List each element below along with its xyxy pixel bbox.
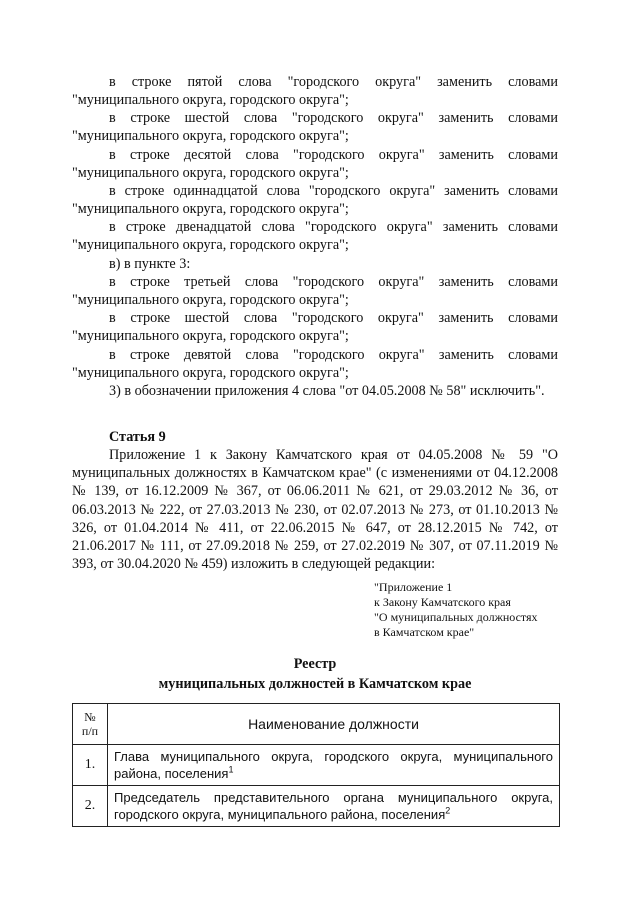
amendment-line-5: в строке двенадцатой слова "городского округа" заменить словами "муниципального округа, городского округа"; [72, 219, 558, 254]
article-heading: Статья 9 [109, 429, 166, 445]
table-row [73, 786, 560, 827]
amendment-line-6: в строке третьей слова "городского округа" заменить словами "муниципального округа, городского округа"; [72, 274, 558, 309]
amendment-line-4: в строке одиннадцатой слова "городского округа" заменить словами "муниципального округа, городского округа"; [72, 183, 558, 218]
table-header-row [73, 704, 560, 745]
header-num: № [84, 710, 96, 724]
appendix-note-line: к Закону Камчатского края [374, 595, 511, 609]
row-num: 2. [73, 786, 108, 827]
registry-table [72, 703, 560, 827]
row-text: Глава муниципального округа, городского округа, муниципального района, поселения [114, 749, 553, 781]
amendment-line-8: в строке девятой слова "городского округа" заменить словами "муниципального округа, городского округа"; [72, 347, 558, 382]
row-text: Председатель представительного органа муниципального округа, городского округа, муниципального района, поселения [114, 790, 553, 822]
amendment-line-7: в строке шестой слова "городского округа" заменить словами "муниципального округа, городского округа"; [72, 310, 558, 345]
appendix-note [374, 580, 574, 640]
appendix-note-line: в Камчатском крае" [374, 625, 475, 639]
appendix-note-line: "Приложение 1 [374, 580, 453, 594]
row-text-cell [108, 745, 560, 786]
footnote-marker: 2 [445, 805, 451, 816]
header-name-cell: Наименование должности [108, 704, 560, 745]
row-text-cell [108, 786, 560, 827]
header-num-sub: п/п [81, 724, 99, 738]
footnote-marker: 1 [228, 764, 234, 775]
amendment-line-2: в строке шестой слова "городского округа" заменить словами "муниципального округа, городского округа"; [72, 110, 558, 145]
table-row [73, 745, 560, 786]
row-num: 1. [73, 745, 108, 786]
amendment-line-3: в строке десятой слова "городского округа" заменить словами "муниципального округа, городского округа"; [72, 147, 558, 182]
registry-title: Реестр [293, 656, 337, 672]
amendment-line-1: в строке пятой слова "городского округа" заменить словами "муниципального округа, городского округа"; [72, 74, 558, 109]
amendment-subitem-v: в) в пункте 3: [109, 256, 191, 272]
article-body: Приложение 1 к Закону Камчатского края от 04.05.2008 № 59 "О муниципальных должностях в Камчатском крае" (с изменениями от 04.12.2008 № 139, от 16.12.2009 № 367, от 06.06.2011 № 621, от 29.03.2012 № 36, от 06.03.2013 № 222, от 27.03.2013 № 230, от 02.07.2013 № 273, от 01.10.2013 № 326, от 01.04.2014 № 411, от 22.06.2015 № 647, от 28.12.2015 № 742, от 21.06.2017 № 111, от 27.09.2018 № 259, от 27.02.2019 № 307, от 07.11.2019 № 393, от 30.04.2020 № 459) изложить в следующей редакции: [72, 447, 558, 573]
registry-subtitle: муниципальных должностей в Камчатском крае [158, 676, 472, 692]
header-num-cell [73, 704, 108, 745]
amendment-line-9: 3) в обозначении приложения 4 слова "от 04.05.2008 № 58" исключить". [109, 383, 545, 399]
appendix-note-line: "О муниципальных должностях [374, 610, 538, 624]
